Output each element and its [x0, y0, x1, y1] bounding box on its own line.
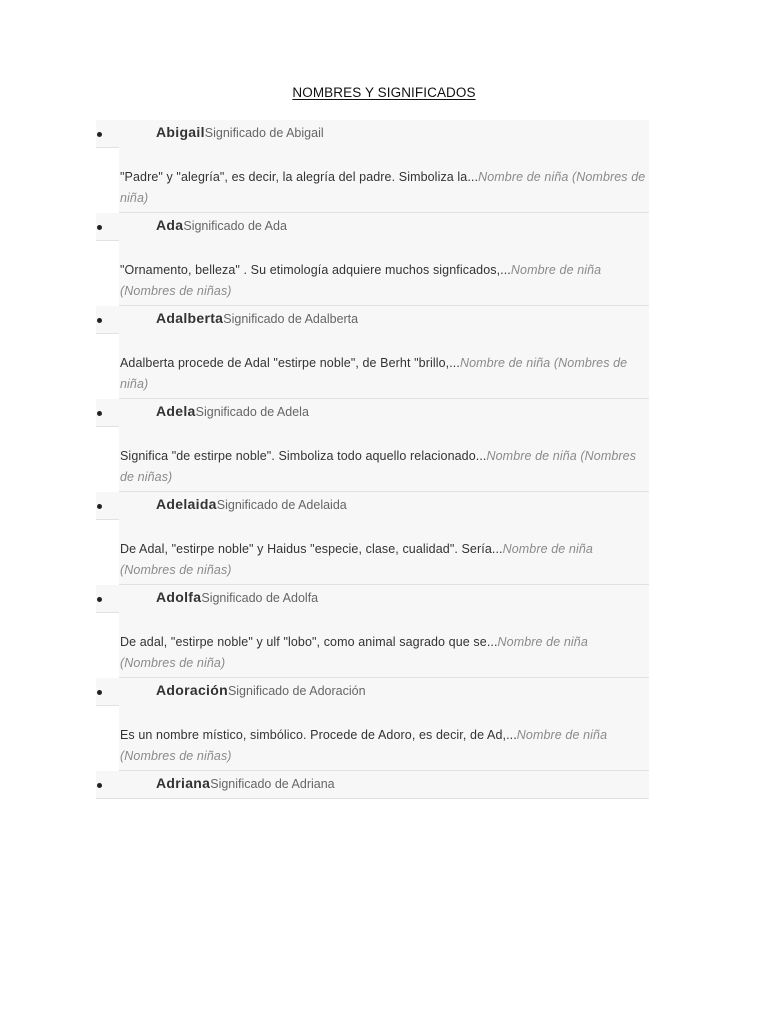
entry-header — [0, 585, 768, 612]
description-snippet: De Adal, "estirpe noble" y Haidus "especie, clase, cualidad". Sería... — [120, 542, 503, 556]
entry-description — [0, 426, 768, 492]
category-label: Nombre de niña (Nombres de niñas) — [120, 449, 637, 484]
list-item — [0, 399, 768, 492]
bullet-icon — [97, 597, 102, 602]
name-link[interactable]: Adolfa — [156, 589, 202, 605]
description-text — [120, 260, 647, 302]
entry-header — [0, 120, 768, 147]
name-link[interactable]: Abigail — [156, 124, 205, 140]
description-snippet: Significa "de estirpe noble". Simboliza todo aquello relacionado... — [120, 449, 487, 463]
meaning-link[interactable]: Significado de Ada — [183, 219, 287, 233]
bullet-icon — [97, 783, 102, 788]
entry-header — [0, 306, 768, 333]
description-snippet: "Padre" y "alegría", es decir, la alegría del padre. Simboliza la... — [120, 170, 479, 184]
name-link[interactable]: Adelaida — [156, 496, 217, 512]
entry-header-text — [156, 403, 309, 421]
bullet-icon — [97, 411, 102, 416]
description-snippet: "Ornamento, belleza" . Su etimología adquiere muchos signficados,... — [120, 263, 511, 277]
bullet-icon — [97, 504, 102, 509]
meaning-link[interactable]: Significado de Adalberta — [223, 312, 359, 326]
entry-description — [0, 705, 768, 771]
list-item — [0, 213, 768, 306]
meaning-link[interactable]: Significado de Adelaida — [216, 498, 347, 512]
category-label: Nombre de niña (Nombres de niñas) — [120, 728, 608, 763]
entry-header — [0, 399, 768, 426]
description-text — [120, 353, 647, 395]
bullet-icon — [97, 318, 102, 323]
list-item — [0, 771, 768, 798]
entry-header — [0, 771, 768, 798]
entry-description — [0, 519, 768, 585]
entry-header-text — [156, 310, 358, 328]
list-item — [0, 585, 768, 678]
description-text — [120, 446, 647, 488]
bullet-icon — [97, 225, 102, 230]
list-item — [0, 306, 768, 399]
description-text — [120, 725, 647, 767]
description-text — [120, 632, 647, 674]
name-link[interactable]: Adela — [156, 403, 196, 419]
category-label: Nombre de niña (Nombres de niñas) — [120, 542, 593, 577]
description-text — [120, 167, 647, 209]
description-text — [120, 539, 647, 581]
name-link[interactable]: Adalberta — [156, 310, 224, 326]
meaning-link[interactable]: Significado de Adoración — [227, 684, 366, 698]
entry-description — [0, 333, 768, 399]
entry-description — [0, 240, 768, 306]
description-snippet: Es un nombre místico, simbólico. Procede de Adoro, es decir, de Ad,... — [120, 728, 517, 742]
bullet-icon — [97, 132, 102, 137]
entry-header — [0, 678, 768, 705]
entry-header-text — [156, 124, 324, 142]
category-label: Nombre de niña (Nombres de niñas) — [120, 263, 602, 298]
name-link[interactable]: Adriana — [156, 775, 211, 791]
name-link[interactable]: Adoración — [156, 682, 228, 698]
entry-header — [0, 492, 768, 519]
entry-header-text — [156, 496, 347, 514]
meaning-link[interactable]: Significado de Abigail — [204, 126, 324, 140]
category-label: Nombre de niña (Nombres de niña) — [120, 635, 588, 670]
document-title: NOMBRES Y SIGNIFICADOS — [292, 85, 476, 100]
meaning-link[interactable]: Significado de Adela — [195, 405, 309, 419]
list-item — [0, 492, 768, 585]
entry-description — [0, 147, 768, 213]
entry-header-text — [156, 682, 366, 700]
entry-header-text — [156, 775, 335, 793]
entry-header-text — [156, 217, 287, 235]
entry-header — [0, 213, 768, 240]
bullet-icon — [97, 690, 102, 695]
list-item — [0, 678, 768, 771]
entry-header-text — [156, 589, 318, 607]
meaning-link[interactable]: Significado de Adriana — [210, 777, 335, 791]
description-snippet: Adalberta procede de Adal "estirpe noble", de Berht "brillo,... — [120, 356, 460, 370]
category-label: Nombre de niña (Nombres de niña) — [120, 170, 646, 205]
list-item — [0, 120, 768, 213]
names-list — [0, 120, 768, 798]
description-snippet: De adal, "estirpe noble" y ulf "lobo", como animal sagrado que se... — [120, 635, 498, 649]
entry-description — [0, 612, 768, 678]
name-link[interactable]: Ada — [156, 217, 184, 233]
meaning-link[interactable]: Significado de Adolfa — [201, 591, 319, 605]
category-label: Nombre de niña (Nombres de niña) — [120, 356, 628, 391]
